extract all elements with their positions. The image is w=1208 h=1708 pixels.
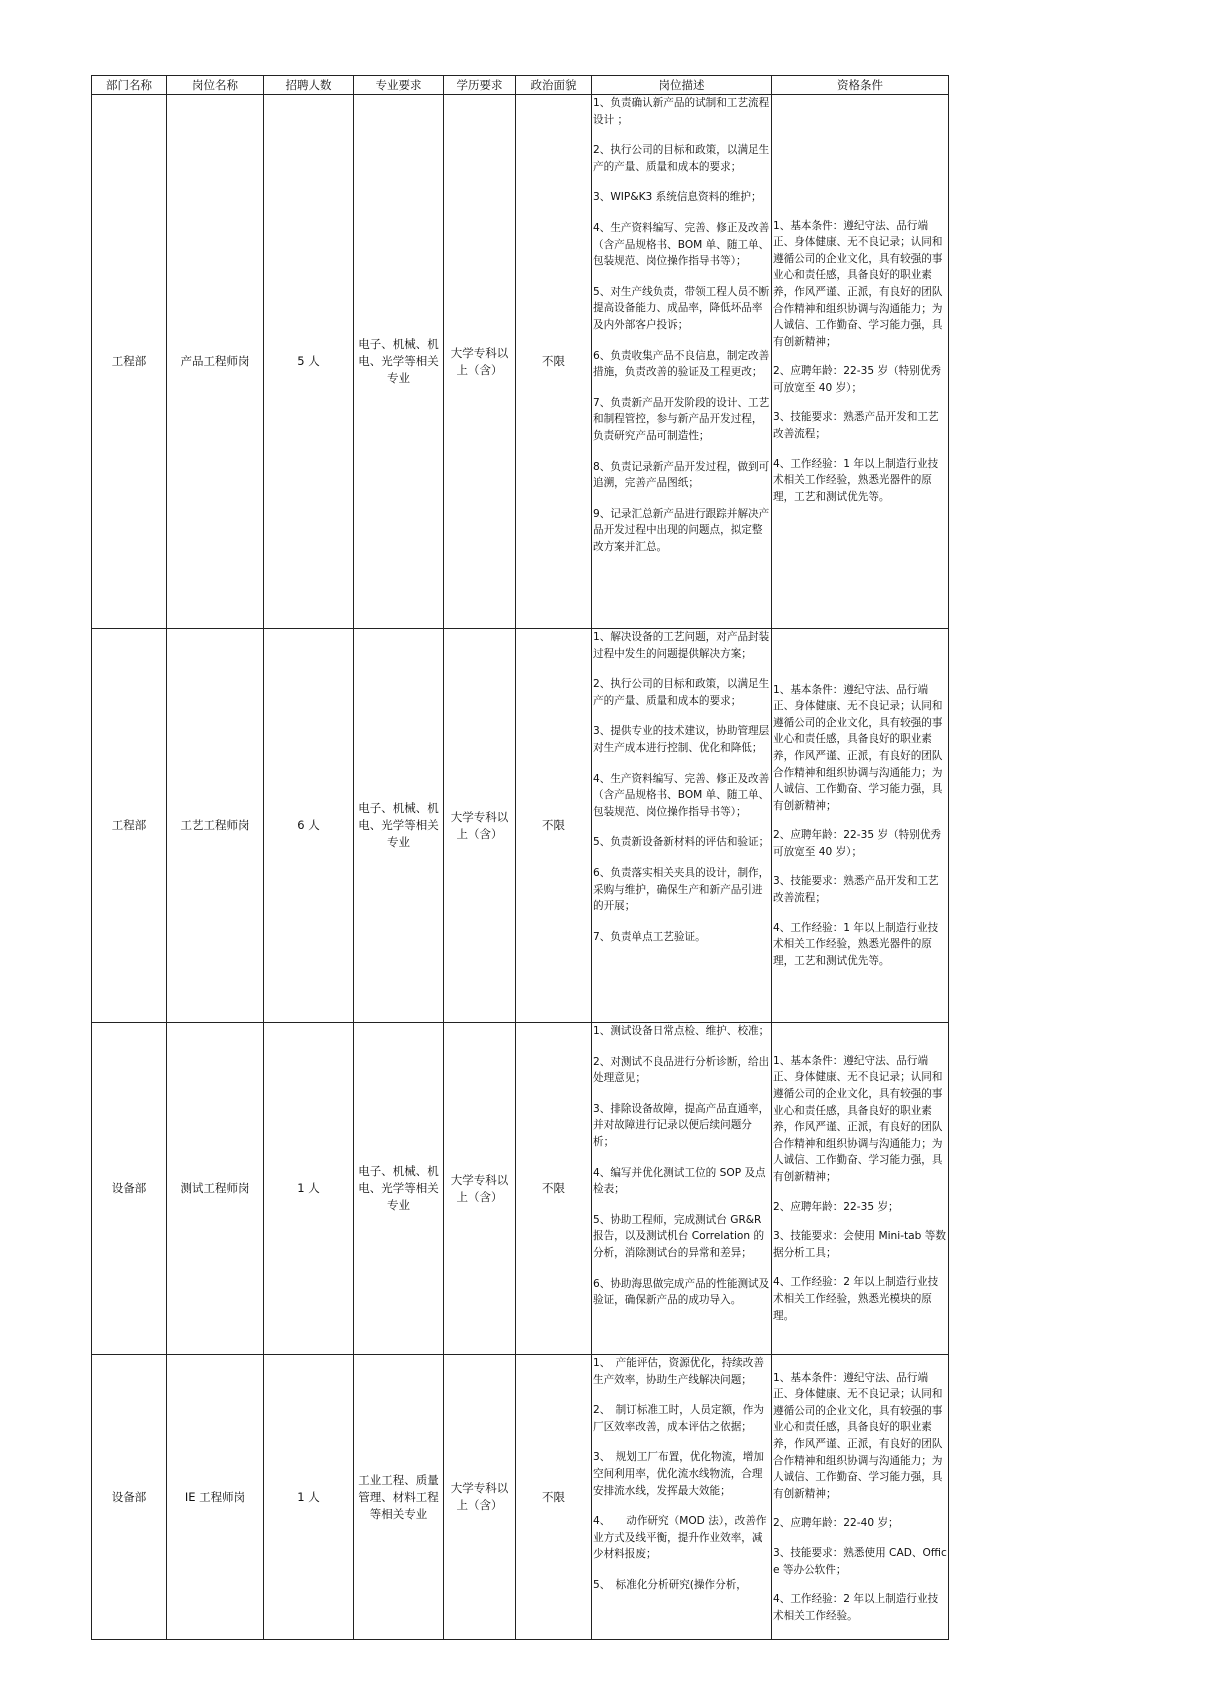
desc-clip [593, 1355, 770, 1639]
desc-item: 7、负责单点工艺验证。 [593, 930, 706, 943]
desc-item: 1、 产能评估，资源优化，持续改善生产效率，协助生产线解决问题； [593, 1357, 764, 1386]
title-cell: IE 工程师岗 [167, 1355, 264, 1640]
desc-cell [592, 629, 772, 1023]
header-edu: 学历要求 [444, 76, 516, 95]
desc-item: 4、编写并优化测试工位的 SOP 及点检表； [593, 1166, 766, 1196]
desc-item: 4、生产资料编写、完善、修正及改善（含产品规格书、BOM 单、随工单、包装规范、岗位操作指导书等）； [593, 772, 770, 818]
header-political: 政治面貌 [516, 76, 592, 95]
count-cell: 1 人 [264, 1355, 354, 1640]
desc-item: 3、 规划工厂布置，优化物流，增加空间利用率，优化流水线物流，合理安排流水线，发挥最大效能； [593, 1451, 764, 1497]
qual-item: 1、基本条件：遵纪守法、品行端正、身体健康、无不良记录；认同和遵循公司的企业文化，具有较强的事业心和责任感，具备良好的职业素养，作风严谨、正派，有良好的团队合作精神和组织协调与沟通能力；为人诚信、工作勤奋、学习能力强，具有创新精神； [773, 683, 943, 812]
political-cell: 不限 [516, 1355, 592, 1640]
count-cell: 5 人 [264, 95, 354, 629]
table-row [92, 1355, 949, 1640]
edu-cell [444, 1023, 516, 1355]
dept-cell: 设备部 [92, 1355, 167, 1640]
major-text: 电子、机械、机电、光学等相关专业 [358, 1164, 439, 1212]
major-cell [354, 1355, 444, 1640]
title-cell: 工艺工程师岗 [167, 629, 264, 1023]
title-cell: 测试工程师岗 [167, 1023, 264, 1355]
qual-item: 2、应聘年龄：22-35 岁（特别优秀可放宽至 40 岁）； [773, 365, 942, 394]
desc-item: 6、负责收集产品不良信息，制定改善措施，负责改善的验证及工程更改； [593, 349, 770, 379]
desc-item: 3、WIP&K3 系统信息资料的维护； [593, 191, 762, 204]
qual-item: 2、应聘年龄：22-35 岁（特别优秀可放宽至 40 岁）； [773, 829, 942, 858]
edu-text: 大学专科以上（含） [450, 1481, 509, 1512]
edu-cell [444, 1355, 516, 1640]
dept-cell: 工程部 [92, 95, 167, 629]
header-desc: 岗位描述 [592, 76, 772, 95]
qual-cell [772, 95, 949, 629]
qual-item: 4、工作经验：2 年以上制造行业技术相关工作经验，熟悉光模块的原理。 [773, 1276, 939, 1322]
political-cell: 不限 [516, 629, 592, 1023]
desc-item: 5、 标准化分析研究(操作分析， [593, 1578, 747, 1591]
desc-cell [592, 1023, 772, 1355]
desc-item: 3、排除设备故障，提高产品直通率，并对故障进行记录以便后续问题分析； [593, 1102, 770, 1148]
qual-item: 3、技能要求：会使用 Mini-tab 等数据分析工具； [773, 1230, 946, 1259]
table-row [92, 1023, 949, 1355]
desc-item: 6、协助海思做完成产品的性能测试及验证，确保新产品的成功导入。 [593, 1277, 770, 1307]
major-cell [354, 95, 444, 629]
desc-item: 5、对生产线负责，带领工程人员不断提高设备能力、成品率，降低坏品率及内外部客户投诉； [593, 285, 770, 331]
qual-item: 3、技能要求：熟悉使用 CAD、Office 等办公软件； [773, 1546, 947, 1576]
major-text: 工业工程、质量管理、材料工程等相关专业 [358, 1472, 439, 1521]
desc-item: 6、负责落实相关夹具的设计，制作，采购与维护，确保生产和新产品引进的开展； [593, 866, 770, 913]
political-cell: 不限 [516, 1023, 592, 1355]
desc-item: 2、对测试不良品进行分析诊断，给出处理意见； [593, 1055, 770, 1085]
desc-item: 4、 动作研究（MOD 法），改善作业方式及线平衡，提升作业效率，减少材料报废； [593, 1515, 767, 1561]
desc-item: 2、执行公司的目标和政策，以满足生产的产量、质量和成本的要求； [593, 144, 770, 173]
desc-item: 1、测试设备日常点检、维护、校准； [593, 1025, 770, 1037]
qual-item: 4、工作经验：1 年以上制造行业技术相关工作经验，熟悉光器件的原理，工艺和测试优先等。 [773, 457, 939, 503]
qual-item: 1、基本条件：遵纪守法、品行端正、身体健康、无不良记录；认同和遵循公司的企业文化，具有较强的事业心和责任感，具备良好的职业素养，作风严谨、正派，有良好的团队合作精神和组织协调与沟通能力；为人诚信、工作勤奋、学习能力强，具有创新精神； [773, 1054, 943, 1183]
header-qual: 资格条件 [772, 76, 949, 95]
major-cell [354, 1023, 444, 1355]
desc-item: 2、 制订标准工时，人员定额，作为厂区效率改善，成本评估之依据； [593, 1404, 764, 1433]
desc-item: 5、负责新设备新材料的评估和验证； [593, 836, 770, 849]
edu-text: 大学专科以上（含） [450, 345, 509, 377]
edu-cell [444, 95, 516, 629]
header-major: 专业要求 [354, 76, 444, 95]
desc-cell [592, 1355, 772, 1640]
qual-item: 3、技能要求：熟悉产品开发和工艺改善流程； [773, 875, 939, 905]
desc-item: 4、生产资料编写、完善、修正及改善（含产品规格书、BOM 单、随工单、包装规范、岗位操作指导书等）； [593, 221, 770, 268]
header-dept: 部门名称 [92, 76, 167, 95]
desc-item: 9、记录汇总新产品进行跟踪并解决产品开发过程中出现的问题点，拟定整改方案并汇总。 [593, 507, 770, 553]
table-row [92, 629, 949, 1023]
qual-cell [772, 1355, 949, 1640]
table-row [92, 95, 949, 629]
qual-item: 2、应聘年龄：22-40 岁； [773, 1517, 899, 1530]
dept-cell: 设备部 [92, 1023, 167, 1355]
qual-cell [772, 1023, 949, 1355]
desc-item: 5、协助工程师，完成测试台 GR&R 报告，以及测试机台 Correlation 的分析，消除测试台的异常和差异； [593, 1213, 765, 1259]
political-cell: 不限 [516, 95, 592, 629]
qual-item: 2、应聘年龄：22-35 岁； [773, 1200, 899, 1213]
desc-cell [592, 95, 772, 629]
major-text: 电子、机械、机电、光学等相关专业 [358, 337, 439, 385]
qual-cell [772, 629, 949, 1023]
desc-item: 2、执行公司的目标和政策，以满足生产的产量、质量和成本的要求； [593, 678, 770, 707]
qual-item: 1、基本条件：遵纪守法、品行端正、身体健康、无不良记录；认同和遵循公司的企业文化，具有较强的事业心和责任感，具备良好的职业素养，作风严谨、正派，有良好的团队合作精神和组织协调与沟通能力；为人诚信、工作勤奋、学习能力强，具有创新精神； [773, 1371, 943, 1500]
dept-cell: 工程部 [92, 629, 167, 1023]
header-row [92, 76, 949, 95]
desc-item: 8、负责记录新产品开发过程，做到可追溯，完善产品图纸； [593, 460, 770, 490]
edu-text: 大学专科以上（含） [450, 809, 509, 841]
edu-text: 大学专科以上（含） [450, 1172, 509, 1204]
major-cell [354, 629, 444, 1023]
qual-item: 3、技能要求：熟悉产品开发和工艺改善流程； [773, 411, 939, 441]
header-count: 招聘人数 [264, 76, 354, 95]
count-cell: 6 人 [264, 629, 354, 1023]
qual-item: 4、工作经验：2 年以上制造行业技术相关工作经验。 [773, 1593, 939, 1622]
edu-cell [444, 629, 516, 1023]
qual-item: 1、基本条件：遵纪守法、品行端正、身体健康、无不良记录；认同和遵循公司的企业文化，具有较强的事业心和责任感，具备良好的职业素养，作风严谨、正派，有良好的团队合作精神和组织协调与沟通能力；为人诚信、工作勤奋、学习能力强，具有创新精神； [773, 219, 943, 348]
desc-item: 1、负责确认新产品的试制和工艺流程设计 ； [593, 97, 770, 126]
qual-item: 4、工作经验：1 年以上制造行业技术相关工作经验，熟悉光器件的原理，工艺和测试优先等。 [773, 921, 939, 967]
major-text: 电子、机械、机电、光学等相关专业 [358, 801, 439, 849]
count-cell: 1 人 [264, 1023, 354, 1355]
header-title: 岗位名称 [167, 76, 264, 95]
recruitment-table [91, 75, 949, 1640]
title-cell: 产品工程师岗 [167, 95, 264, 629]
desc-item: 7、负责新产品开发阶段的设计、工艺和制程管控，参与新产品开发过程，负责研究产品可制造性； [593, 396, 770, 442]
desc-item: 1、解决设备的工艺问题，对产品封装过程中发生的问题提供解决方案； [593, 631, 770, 660]
desc-item: 3、提供专业的技术建议，协助管理层对生产成本进行控制、优化和降低； [593, 725, 770, 754]
